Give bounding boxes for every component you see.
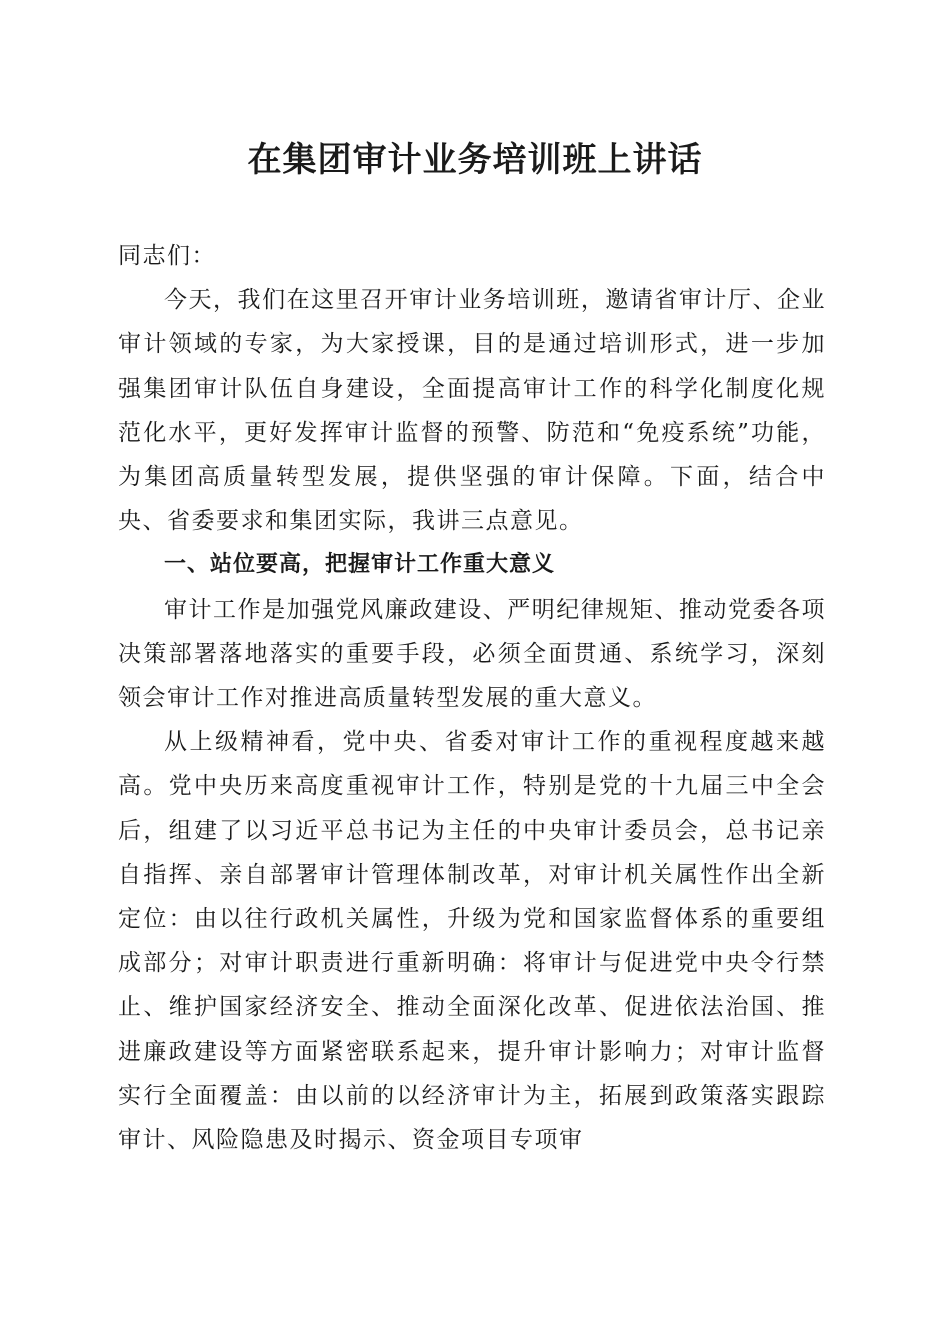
document-body [118,234,826,1162]
paragraph-intro: 今天，我们在这里召开审计业务培训班，邀请省审计厅、企业审计领域的专家，为大家授课，目的是通过培训形式，进一步加强集团审计队伍自身建设，全面提高审计工作的科学化制度化规范化水平，更好发挥审计监督的预警、防范和“免疫系统”功能，为集团高质量转型发展，提供坚强的审计保障。下面，结合中央、省委要求和集团实际，我讲三点意见。 [118,287,826,535]
document-title: 在集团审计业务培训班上讲话 [247,140,703,180]
paragraph-superior-spirit: 从上级精神看，党中央、省委对审计工作的重视程度越来越高。党中央历来高度重视审计工作，特别是党的十九届三中全会后，组建了以习近平总书记为主任的中央审计委员会，总书记亲自指挥、亲自部署审计管理体制改革，对审计机关属性作出全新定位：由以往行政机关属性，升级为党和国家监督体系的重要组成部分；对审计职责进行重新明确：将审计与促进党中央令行禁止、维护国家经济安全、推动全面深化改革、促进依法治国、推进廉政建设等方面紧密联系起来，提升审计影响力；对审计监督实行全面覆盖：由以前的以经济审计为主，拓展到政策落实跟踪审计、风险隐患及时揭示、资金项目专项审 [118,729,826,1154]
paragraph-significance: 审计工作是加强党风廉政建设、严明纪律规矩、推动党委各项决策部署落地落实的重要手段，必须全面贯通、系统学习，深刻领会审计工作对推进高质量转型发展的重大意义。 [118,596,826,712]
section-heading: 一、站位要高，把握审计工作重大意义 [164,552,556,578]
salutation: 同志们： [118,243,216,269]
